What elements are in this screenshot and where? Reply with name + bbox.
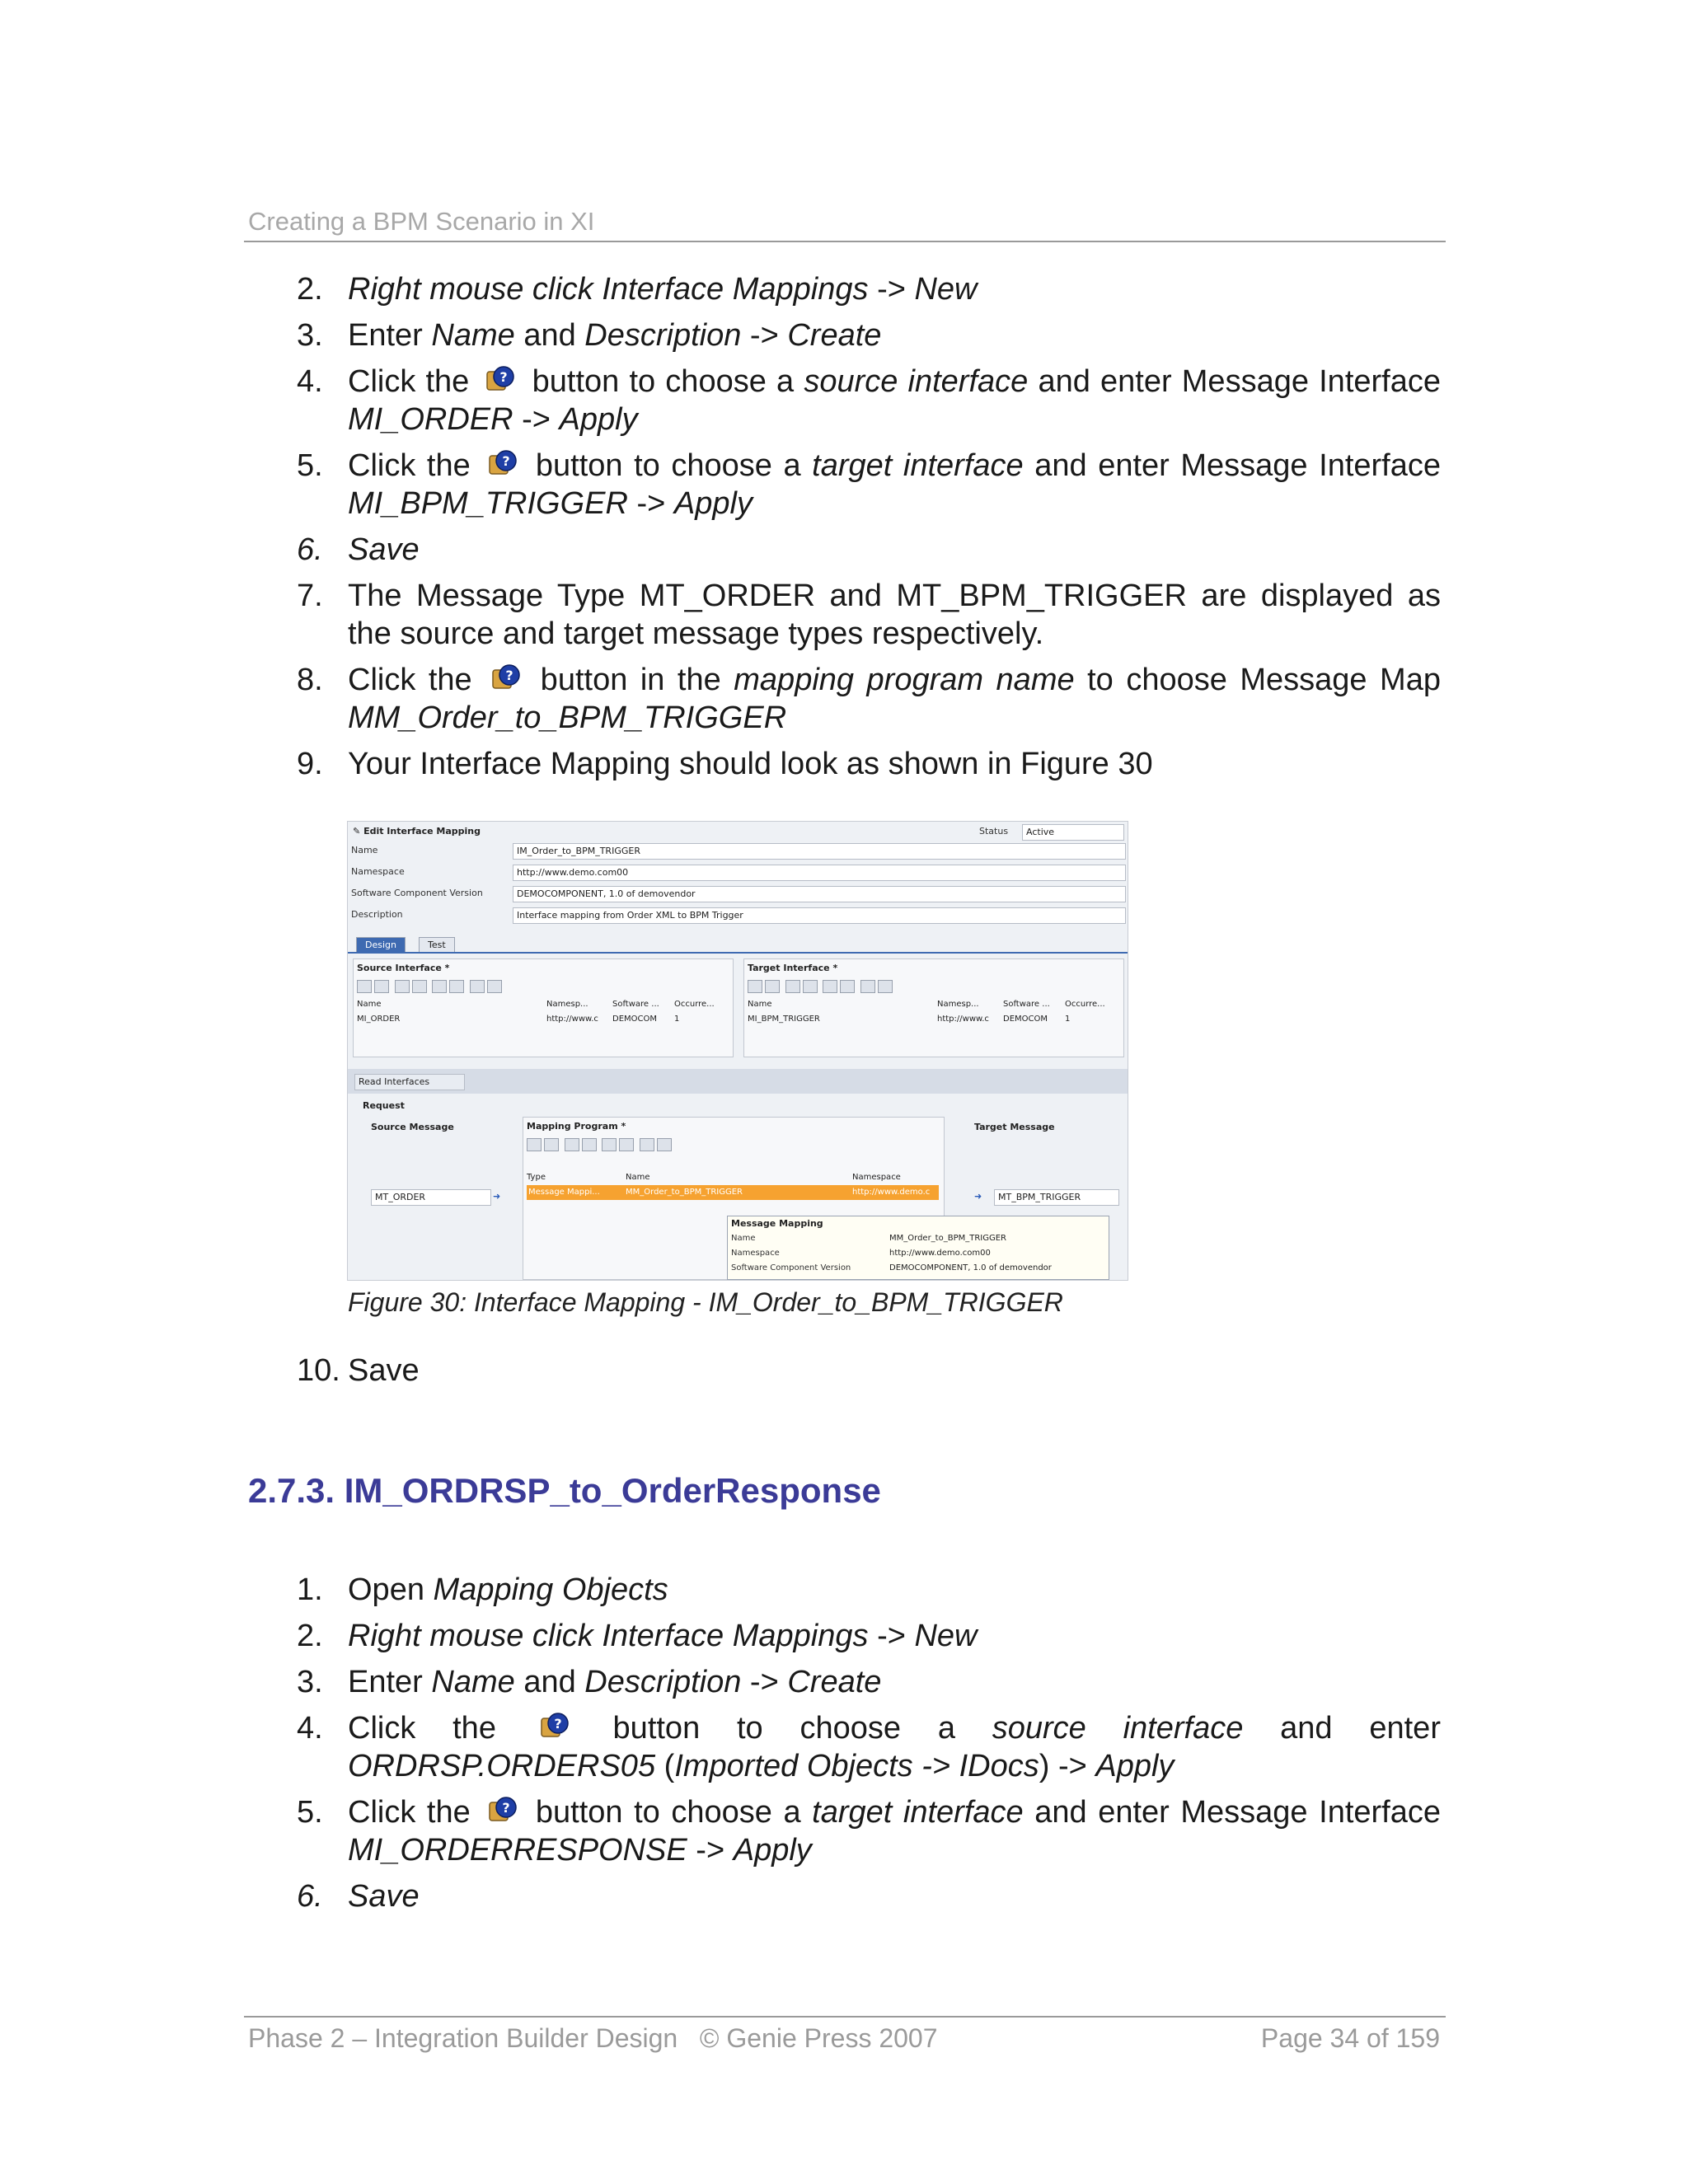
value-help-icon [486, 1794, 519, 1827]
item-text [348, 316, 1441, 354]
up-icon[interactable] [395, 980, 410, 993]
cut-icon[interactable] [432, 980, 447, 993]
col-name: Name [626, 1173, 650, 1182]
text-run: Click the [348, 1795, 482, 1830]
text-run: ( [655, 1749, 675, 1783]
item-text [348, 1352, 1441, 1390]
interface-mapping-screenshot [347, 821, 1128, 1281]
item-text [348, 531, 1441, 569]
cell-namespace: http://www.c [546, 1015, 598, 1024]
list-item [297, 1793, 1441, 1869]
col-name: Name [748, 1000, 772, 1009]
text-run: Mapping Objects [433, 1572, 668, 1607]
svg-text:?: ? [505, 668, 513, 683]
item-number: 2. [297, 1619, 323, 1653]
text-run: New [914, 1619, 978, 1653]
copy-icon[interactable] [619, 1138, 634, 1151]
mapping-detail-value: http://www.demo.com00 [889, 1249, 991, 1258]
target-table-row[interactable] [748, 1012, 1118, 1027]
col-namespace: Namespace [852, 1173, 901, 1182]
text-run: Click the [348, 1711, 533, 1746]
cut-icon[interactable] [823, 980, 837, 993]
figure-caption: Figure 30: Interface Mapping - IM_Order_to_BPM_TRIGGER [348, 1287, 1063, 1317]
edit-icon: ✎ [353, 826, 361, 837]
item-number: 6. [297, 1879, 323, 1914]
field-value[interactable]: IM_Order_to_BPM_TRIGGER [513, 843, 1126, 860]
text-run: Open [348, 1572, 434, 1607]
down-icon[interactable] [582, 1138, 597, 1151]
list-item [297, 1877, 1441, 1915]
text-run: MM_Order_to_BPM_TRIGGER [348, 701, 787, 735]
text-run: -> [868, 1619, 915, 1653]
source-interface-panel [353, 958, 734, 1057]
text-run: Name [431, 318, 515, 353]
item-number: 4. [297, 364, 323, 399]
text-run: New [914, 272, 978, 307]
item-number: 9. [297, 747, 323, 781]
item-text [348, 745, 1441, 783]
value-help-icon [490, 662, 523, 695]
text-run: mapping program name [734, 663, 1075, 697]
item-number: 6. [297, 532, 323, 567]
item-number: 4. [297, 1711, 323, 1746]
item-number: 8. [297, 663, 323, 697]
field-label: Namespace [351, 866, 405, 877]
add-icon[interactable] [357, 980, 372, 993]
text-run: Apply [1095, 1749, 1175, 1783]
help-icon[interactable] [878, 980, 893, 993]
col-software: Software ... [612, 1000, 659, 1009]
item-text [348, 447, 1441, 523]
value-help-icon [486, 448, 519, 480]
item-text [348, 577, 1441, 653]
mapping-table-header [527, 1170, 939, 1185]
text-run: Apply [673, 486, 753, 521]
field-value[interactable]: Interface mapping from Order XML to BPM Trigger [513, 907, 1126, 924]
target-message-value: MT_BPM_TRIGGER [994, 1189, 1119, 1206]
text-run: Right mouse click Interface Mappings [348, 1619, 869, 1653]
list-item [297, 531, 1441, 569]
tab-design[interactable]: Design [356, 937, 406, 953]
col-namespace: Namesp... [546, 1000, 588, 1009]
running-header: Creating a BPM Scenario in XI [248, 207, 595, 236]
text-run: and enter Message Interface [1023, 448, 1441, 483]
item-text [348, 1793, 1441, 1869]
message-mapping-title: Message Mapping [731, 1218, 823, 1229]
text-run: Description [584, 1665, 742, 1699]
text-run: Right mouse click Interface Mappings [348, 272, 869, 307]
list-item [297, 1617, 1441, 1655]
text-run: to choose Message Map [1074, 663, 1441, 697]
mapping-table-row[interactable] [527, 1185, 939, 1200]
status-label: Status [979, 826, 1009, 837]
list-item [297, 745, 1441, 783]
text-run: button to choose a [524, 448, 813, 483]
item-number: 3. [297, 318, 323, 353]
target-interface-panel [743, 958, 1124, 1057]
text-run: MI_BPM_TRIGGER [348, 486, 628, 521]
text-run: Save [348, 532, 420, 567]
list-item [297, 316, 1441, 354]
mapping-program-title: Mapping Program * [527, 1121, 626, 1132]
text-run: -> [627, 486, 674, 521]
help-icon[interactable] [657, 1138, 672, 1151]
text-run: Create [787, 318, 882, 353]
up-icon[interactable] [565, 1138, 579, 1151]
text-run: Apply [559, 402, 638, 437]
item-number: 5. [297, 1795, 323, 1830]
steps-list-1-continued [297, 1352, 1441, 1398]
field-value[interactable]: DEMOCOMPONENT, 1.0 of demovendor [513, 886, 1126, 902]
cell-type: Message Mappi... [528, 1188, 600, 1197]
paste-icon[interactable] [860, 980, 875, 993]
list-item [297, 1709, 1441, 1785]
paste-icon[interactable] [640, 1138, 654, 1151]
text-run: and enter Message Interface [1023, 1795, 1441, 1830]
section-heading: 2.7.3. IM_ORDRSP_to_OrderResponse [248, 1471, 881, 1510]
col-type: Type [527, 1173, 546, 1182]
text-run: -> [513, 402, 560, 437]
svg-text:?: ? [554, 1716, 562, 1732]
svg-text:?: ? [502, 1800, 510, 1816]
cell-name: MI_ORDER [357, 1015, 401, 1024]
text-run: and enter Message Interface [1028, 364, 1441, 399]
list-item [297, 270, 1441, 308]
text-run: Description [584, 318, 742, 353]
value-help-icon [484, 363, 517, 396]
arrow-right-icon: ➜ [493, 1191, 501, 1202]
request-label: Request [363, 1100, 405, 1111]
read-interfaces-button[interactable]: Read Interfaces [354, 1074, 465, 1090]
add-icon[interactable] [527, 1138, 542, 1151]
col-occurrence: Occurre... [674, 1000, 715, 1009]
col-software: Software ... [1003, 1000, 1050, 1009]
text-run: and [514, 1665, 585, 1699]
item-number: 7. [297, 579, 323, 613]
svg-text:?: ? [502, 453, 510, 469]
cell-software: DEMOCOM [1003, 1015, 1048, 1024]
text-run: -> [741, 1665, 788, 1699]
add-icon[interactable] [748, 980, 762, 993]
text-run: Save [348, 1879, 420, 1914]
text-run: Click the [348, 364, 480, 399]
item-number: 2. [297, 272, 323, 307]
item-text [348, 363, 1441, 438]
text-run: target interface [812, 448, 1024, 483]
mapping-detail-value: DEMOCOMPONENT, 1.0 of demovendor [889, 1263, 1052, 1272]
field-value[interactable]: http://www.demo.com00 [513, 865, 1126, 881]
item-number: 10. [297, 1353, 340, 1388]
field-label: Software Component Version [351, 888, 483, 898]
text-run: ) -> [1039, 1749, 1096, 1783]
cell-occurrence: 1 [674, 1015, 680, 1024]
text-run: Click the [348, 448, 482, 483]
target-interface-title: Target Interface * [748, 963, 838, 973]
text-run: button to choose a [524, 1795, 813, 1830]
screen-title: ✎ Edit Interface Mapping [353, 826, 481, 837]
remove-icon[interactable] [765, 980, 780, 993]
col-namespace: Namesp... [937, 1000, 979, 1009]
field-label: Name [351, 845, 378, 855]
tab-strip-line [348, 952, 1128, 954]
text-run: ORDRSP.ORDERS05 [348, 1749, 656, 1783]
list-item [297, 661, 1441, 737]
footer-left: Phase 2 – Integration Builder Design © Genie Press 2007 [248, 2023, 938, 2053]
item-text [348, 661, 1441, 737]
col-occurrence: Occurre... [1065, 1000, 1105, 1009]
text-run: Your Interface Mapping should look as shown in Figure 30 [348, 747, 1153, 781]
text-run: -> [687, 1833, 734, 1868]
item-text [348, 1709, 1441, 1785]
mapping-toolbar [527, 1137, 674, 1152]
text-run: Imported Objects -> IDocs [674, 1749, 1039, 1783]
field-label: Description [351, 909, 403, 920]
source-table-row[interactable] [357, 1012, 728, 1027]
paste-icon[interactable] [470, 980, 485, 993]
text-run: target interface [812, 1795, 1024, 1830]
item-text [348, 1571, 1441, 1609]
text-run: button in the [528, 663, 734, 697]
item-text [348, 1617, 1441, 1655]
list-item [297, 1663, 1441, 1701]
mapping-detail-label: Namespace [731, 1249, 780, 1258]
list-item [297, 577, 1441, 653]
cell-namespace: http://www.c [937, 1015, 989, 1024]
item-number: 3. [297, 1665, 323, 1699]
text-run: Click the [348, 663, 485, 697]
remove-icon[interactable] [544, 1138, 559, 1151]
mapping-detail-label: Software Component Version [731, 1263, 851, 1272]
text-run: MI_ORDERRESPONSE [348, 1833, 687, 1868]
steps-list-2 [297, 1571, 1441, 1924]
text-run: Enter [348, 318, 432, 353]
text-run: The Message Type MT_ORDER and MT_BPM_TRIGGER are displayed as the source and target message types respectively. [348, 579, 1441, 651]
text-run: Name [431, 1665, 515, 1699]
text-run: Create [787, 1665, 882, 1699]
text-run: and [514, 318, 585, 353]
message-mapping-tooltip [727, 1216, 1109, 1280]
tab-test[interactable]: Test [419, 937, 455, 953]
item-number: 1. [297, 1572, 323, 1607]
text-run: button to choose a [575, 1711, 992, 1746]
list-item [297, 1352, 1441, 1390]
text-run: source interface [804, 364, 1029, 399]
remove-icon[interactable] [374, 980, 389, 993]
help-icon[interactable] [487, 980, 502, 993]
mapping-detail-value: MM_Order_to_BPM_TRIGGER [889, 1234, 1007, 1243]
text-run: and enter [1243, 1711, 1441, 1746]
item-number: 5. [297, 448, 323, 483]
target-toolbar [748, 979, 895, 994]
cell-name: MI_BPM_TRIGGER [748, 1015, 820, 1024]
source-message-value: MT_ORDER [371, 1189, 491, 1206]
down-icon[interactable] [412, 980, 427, 993]
item-text [348, 1663, 1441, 1701]
text-run: -> [868, 272, 915, 307]
cell-name: MM_Order_to_BPM_TRIGGER [626, 1188, 743, 1197]
item-text [348, 270, 1441, 308]
svg-text:?: ? [499, 369, 509, 385]
item-text [348, 1877, 1441, 1915]
text-run: Apply [733, 1833, 812, 1868]
copy-icon[interactable] [449, 980, 464, 993]
up-icon[interactable] [785, 980, 800, 993]
text-run: source interface [992, 1711, 1244, 1746]
text-run: button to choose a [522, 364, 804, 399]
list-item [297, 363, 1441, 438]
source-toolbar [357, 979, 504, 994]
down-icon[interactable] [803, 980, 818, 993]
col-name: Name [357, 1000, 382, 1009]
text-run: Save [348, 1353, 420, 1388]
copy-icon[interactable] [840, 980, 855, 993]
mapping-detail-label: Name [731, 1234, 756, 1243]
status-value: Active [1022, 824, 1124, 841]
target-table-header [748, 997, 1118, 1012]
value-help-icon [538, 1710, 571, 1743]
target-message-title: Target Message [974, 1122, 1055, 1132]
cell-occurrence: 1 [1065, 1015, 1071, 1024]
source-message-title: Source Message [371, 1122, 454, 1132]
page-number: Page 34 of 159 [1260, 2023, 1440, 2053]
footer-divider [244, 2016, 1446, 2018]
text-run: Enter [348, 1665, 432, 1699]
steps-list-1 [297, 270, 1441, 791]
cell-namespace: http://www.demo.c [852, 1188, 931, 1197]
cut-icon[interactable] [602, 1138, 617, 1151]
list-item [297, 447, 1441, 523]
source-table-header [357, 997, 728, 1012]
arrow-right-icon: ➜ [974, 1191, 982, 1202]
source-interface-title: Source Interface * [357, 963, 450, 973]
text-run: MI_ORDER [348, 402, 513, 437]
text-run: -> [741, 318, 788, 353]
header-divider [244, 241, 1446, 242]
list-item [297, 1571, 1441, 1609]
cell-software: DEMOCOM [612, 1015, 657, 1024]
